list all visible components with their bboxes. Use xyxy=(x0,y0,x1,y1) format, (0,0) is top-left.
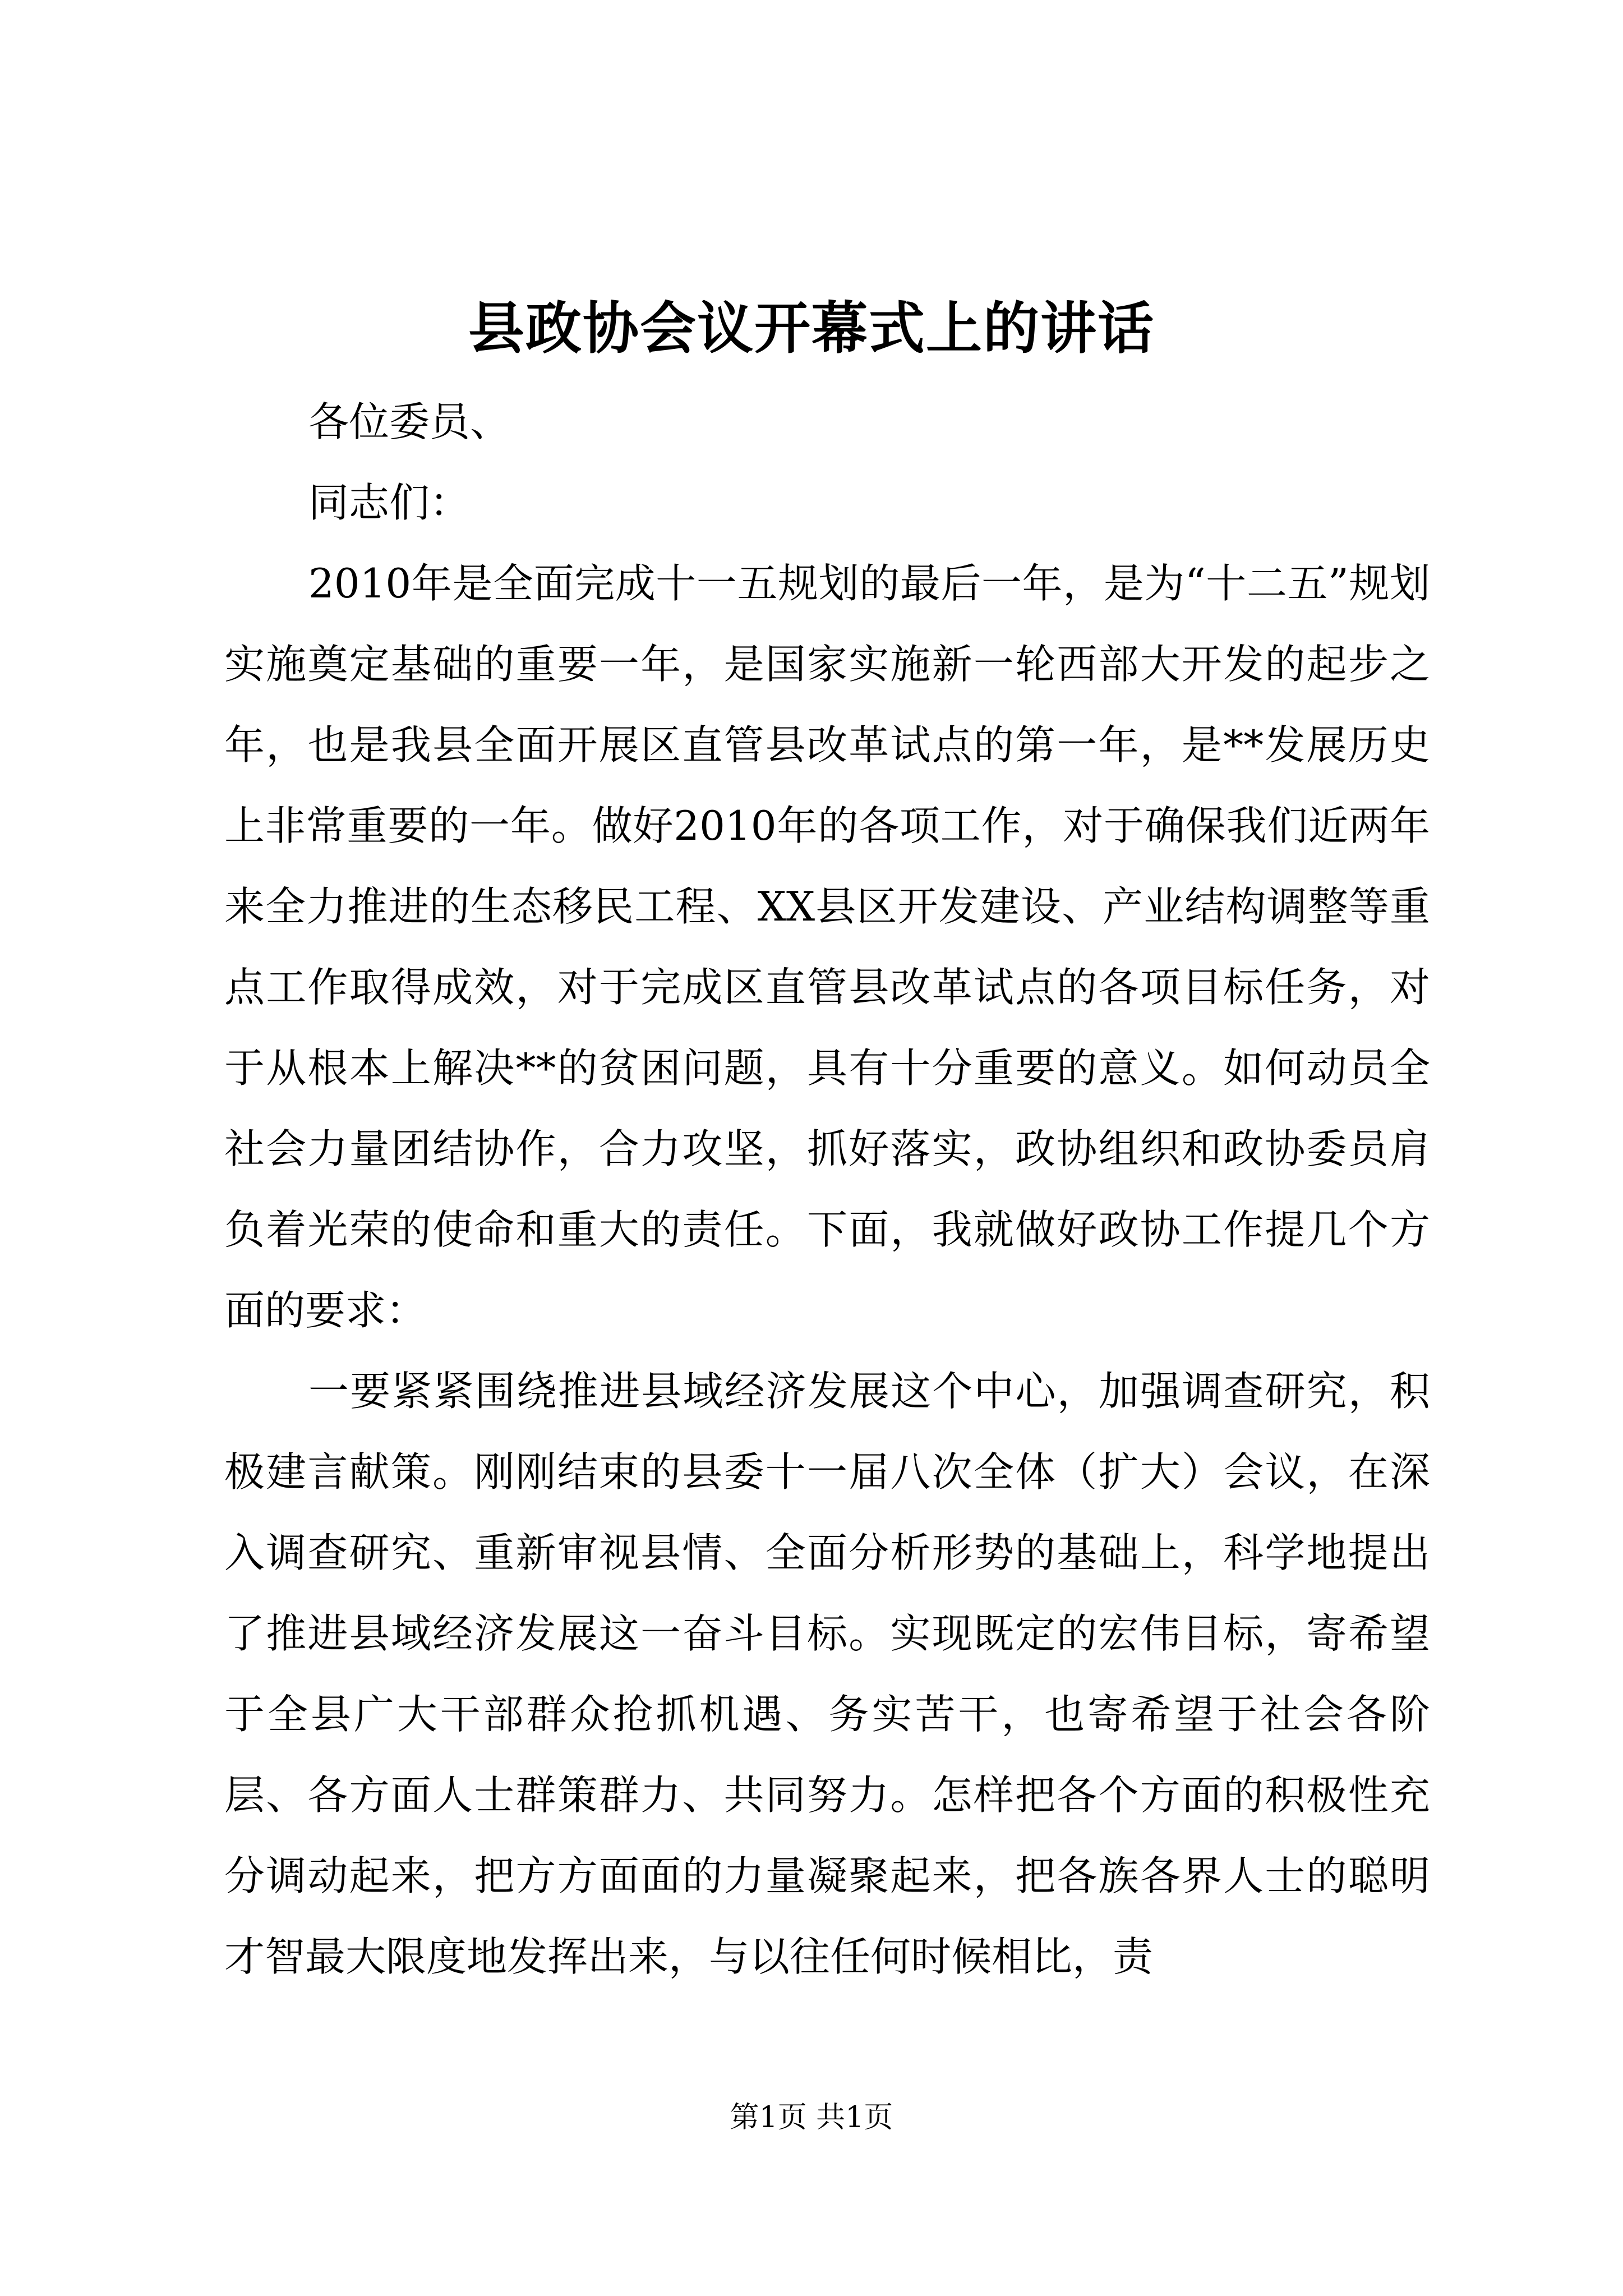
salutation-line: 各位委员、 xyxy=(308,398,511,445)
document-body xyxy=(224,381,1430,1997)
document-title: 县政协会议开幕式上的讲话 xyxy=(468,295,1155,361)
salutation-line: 同志们： xyxy=(308,479,471,526)
body-paragraph: 2010年是全面完成十一五规划的最后一年，是为“十二五”规划实施奠定基础的重要一年，是国家实施新一轮西部大开发的起步之年，也是我县全面开展区直管县改革试点的第一年，是**发展历史上非常重要的一年。做好2010年的各项工作，对于确保我们近两年来全力推进的生态移民工程、XX县区开发建设、产业结构调整等重点工作取得成效，对于完成区直管县改革试点的各项目标任务，对于从根本上解决**的贫困问题，具有十分重要的意义。如何动员全社会力量团结协作，合力攻坚，抓好落实，政协组织和政协委员肩负着光荣的使命和重大的责任。下面，我就做好政协工作提几个方面的要求： xyxy=(224,560,1430,1334)
body-paragraph: 一要紧紧围绕推进县域经济发展这个中心，加强调查研究，积极建言献策。刚刚结束的县委十一届八次全体（扩大）会议，在深入调查研究、重新审视县情、全面分析形势的基础上，科学地提出了推进县域经济发展这一奋斗目标。实现既定的宏伟目标，寄希望于全县广大干部群众抢抓机遇、务实苦干，也寄希望于社会各阶层、各方面人士群策群力、共同努力。怎样把各个方面的积极性充分调动起来，把方方面面的力量凝聚起来，把各族各界人士的聪明才智最大限度地发挥出来，与以往任何时候相比，责 xyxy=(224,1368,1430,1980)
page-footer: 第1页 共1页 xyxy=(730,2101,893,2134)
